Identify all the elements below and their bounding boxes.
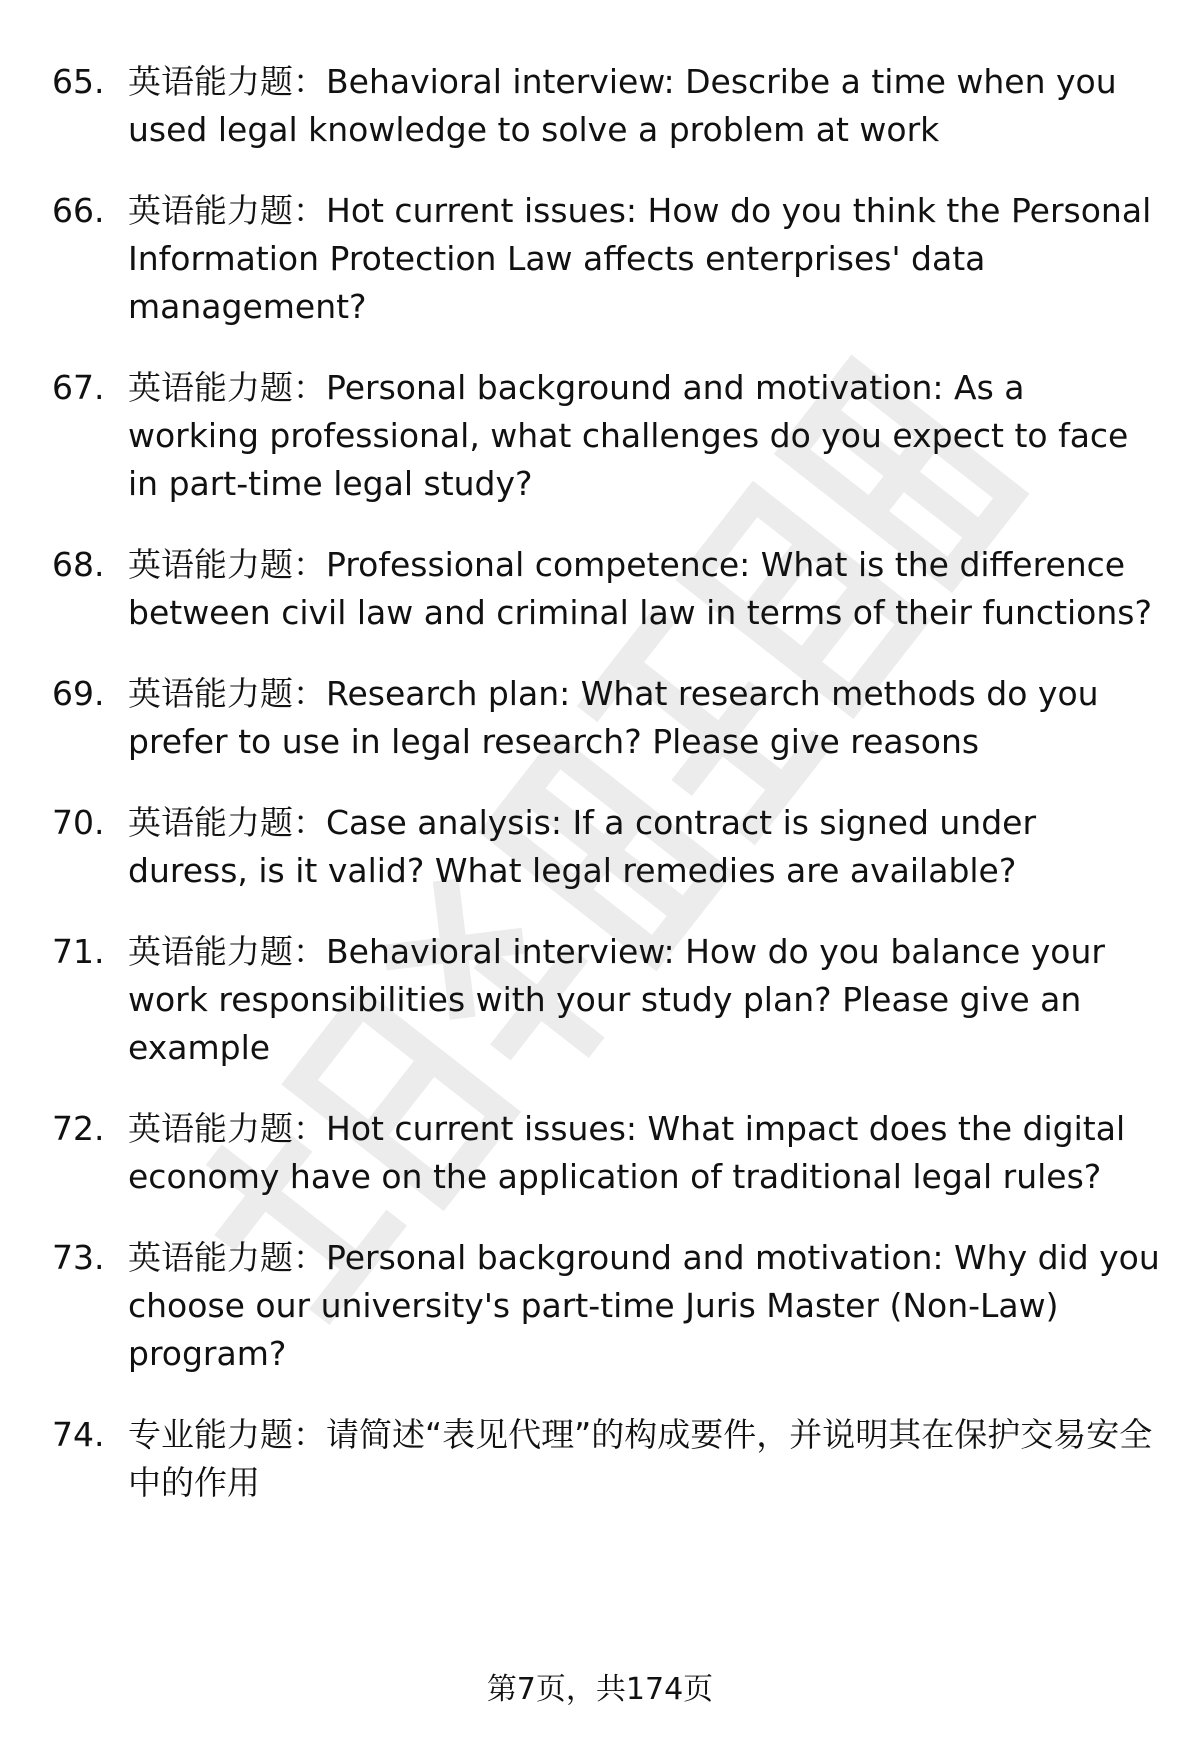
question-item	[0, 364, 1200, 508]
question-number: 67.	[52, 368, 105, 407]
question-item	[0, 541, 1200, 637]
question-text: 英语能力题：Behavioral interview: Describe a time when you used legal knowledge to solve a problem at work	[128, 62, 1117, 149]
question-text: 英语能力题：Hot current issues: How do you think the Personal Information Protection Law affects enterprises' data management?	[128, 191, 1152, 326]
question-number: 69.	[52, 674, 105, 713]
question-text: 英语能力题：Professional competence: What is the difference between civil law and criminal law in terms of their functions?	[128, 545, 1152, 632]
question-text: 英语能力题：Personal background and motivation: As a working professional, what challenges do you expect to face in part-time legal study?	[128, 368, 1129, 503]
question-number: 68.	[52, 545, 105, 584]
question-number: 70.	[52, 803, 105, 842]
question-number: 66.	[52, 191, 105, 230]
question-item	[0, 187, 1200, 331]
question-number: 73.	[52, 1238, 105, 1277]
question-item	[0, 799, 1200, 895]
question-text: 英语能力题：Personal background and motivation: Why did you choose our university's part-time Juris Master (Non-Law) program?	[128, 1238, 1160, 1373]
question-number: 65.	[52, 62, 105, 101]
question-number: 71.	[52, 932, 105, 971]
question-list	[0, 58, 1200, 1540]
question-item	[0, 1234, 1200, 1378]
question-item	[0, 58, 1200, 154]
question-item	[0, 1105, 1200, 1201]
page-footer: 第7页，共174页	[486, 1672, 714, 1707]
question-item	[0, 928, 1200, 1072]
question-number: 74.	[52, 1415, 105, 1454]
question-item	[0, 1411, 1200, 1507]
question-text: 英语能力题：Research plan: What research methods do you prefer to use in legal research? Please give reasons	[128, 674, 1099, 761]
question-item	[0, 670, 1200, 766]
question-text: 英语能力题：Hot current issues: What impact does the digital economy have on the application of traditional legal rules?	[128, 1109, 1126, 1196]
question-text: 专业能力题：请简述“表见代理”的构成要件，并说明其在保护交易安全中的作用	[128, 1415, 1153, 1502]
question-number: 72.	[52, 1109, 105, 1148]
question-text: 英语能力题：Case analysis: If a contract is signed under duress, is it valid? What legal remedies are available?	[128, 803, 1037, 890]
question-text: 英语能力题：Behavioral interview: How do you balance your work responsibilities with your study plan? Please give an example	[128, 932, 1105, 1067]
